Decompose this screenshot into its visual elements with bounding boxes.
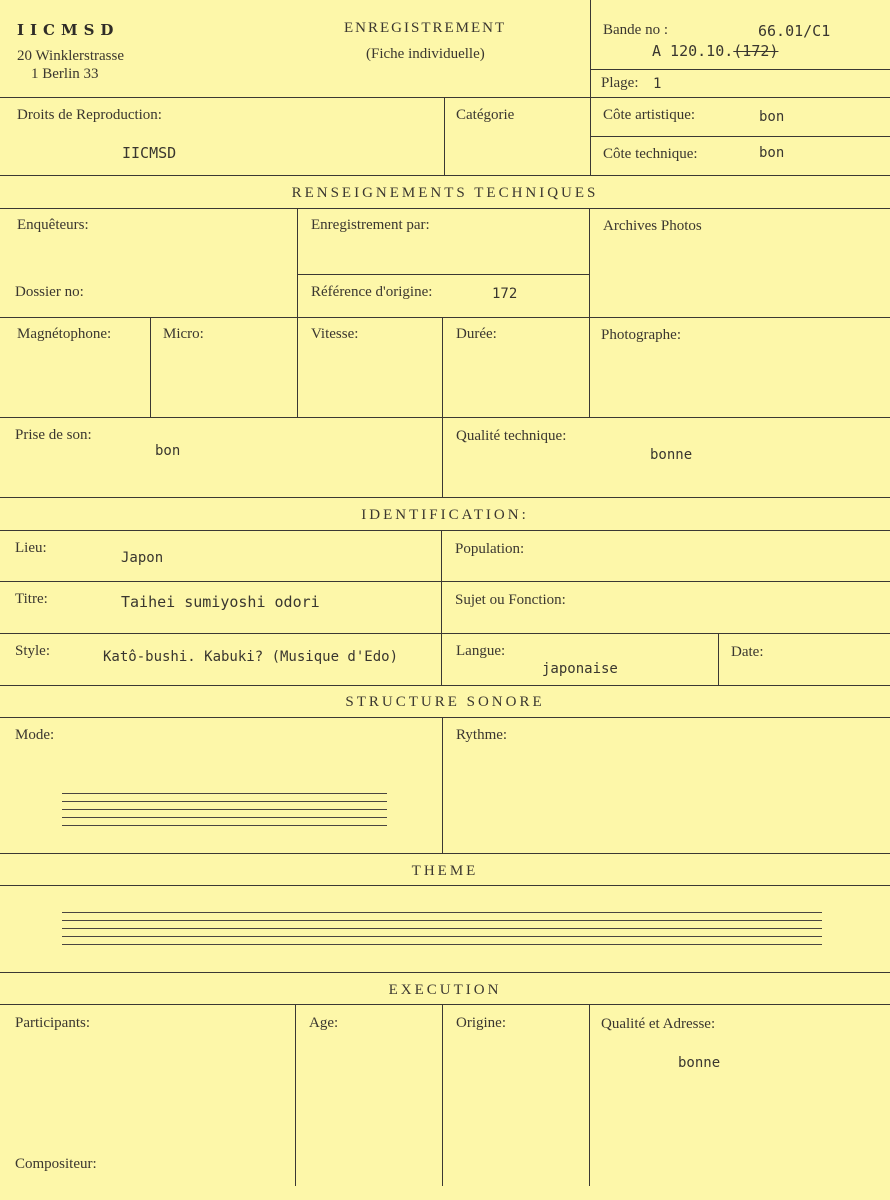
langue-label: Langue: <box>456 643 506 659</box>
section-title-theme: THEME <box>411 863 479 879</box>
dossier-label: Dossier no: <box>15 284 84 300</box>
lieu-value: Japon <box>121 550 164 566</box>
droits-value: IICMSD <box>122 144 177 162</box>
rule-titre-bottom <box>0 633 890 634</box>
plage-value: 1 <box>653 76 662 92</box>
style-value: Katô-bushi. Kabuki? (Musique d'Edo) <box>103 649 399 665</box>
bande-value: 66.01/C1 <box>758 22 831 40</box>
compositeur-label: Compositeur: <box>15 1156 97 1172</box>
plage-label: Plage: <box>601 75 639 91</box>
org-logo: IICMSD <box>17 21 120 39</box>
prise-de-son-value: bon <box>155 443 181 459</box>
reference-label: Référence d'origine: <box>311 284 433 300</box>
bande-ref-struck: (172) <box>733 42 779 60</box>
rule-tech-title-bottom <box>0 208 890 209</box>
mode-staff-line <box>62 809 387 810</box>
archives-photos-label: Archives Photos <box>603 218 702 234</box>
rule-rights-bottom <box>0 175 890 176</box>
mode-label: Mode: <box>15 727 55 743</box>
rule-struct-mid <box>442 717 443 853</box>
sujet-label: Sujet ou Fonction: <box>455 592 566 608</box>
mode-staff-line <box>62 793 387 794</box>
form-title: ENREGISTREMENT <box>344 20 507 36</box>
titre-label: Titre: <box>15 591 48 607</box>
micro-label: Micro: <box>163 326 204 342</box>
rule-tech-col4 <box>589 208 590 417</box>
section-title-identification: IDENTIFICATION: <box>361 507 529 523</box>
rule-cote-split <box>590 136 890 137</box>
rule-qualite-left <box>442 417 443 497</box>
rule-struct-bottom <box>0 853 890 854</box>
qualite-adresse-label: Qualité et Adresse: <box>601 1016 716 1032</box>
titre-value: Taihei sumiyoshi odori <box>121 593 320 611</box>
categorie-label: Catégorie <box>456 107 515 123</box>
theme-staff-line <box>62 936 822 937</box>
rule-theme-title-bottom <box>0 885 890 886</box>
cote-artistique-label: Côte artistique: <box>603 107 696 123</box>
style-label: Style: <box>15 643 51 659</box>
rule-lieu-bottom <box>0 581 890 582</box>
rule-equipment-bottom <box>0 417 890 418</box>
theme-staff-line <box>62 928 822 929</box>
vitesse-label: Vitesse: <box>311 326 359 342</box>
cote-technique-value: bon <box>759 145 785 161</box>
prise-de-son-label: Prise de son: <box>15 427 92 443</box>
qualite-technique-value: bonne <box>650 447 693 463</box>
section-title-structure: STRUCTURE SONORE <box>345 694 545 710</box>
enregistrement-par-label: Enregistrement par: <box>311 217 430 233</box>
rule-micro-left <box>150 317 151 417</box>
droits-label: Droits de Reproduction: <box>17 107 162 123</box>
rule-style-bottom <box>0 685 890 686</box>
lieu-label: Lieu: <box>15 540 47 556</box>
mode-staff-line <box>62 801 387 802</box>
origine-label: Origine: <box>456 1015 506 1031</box>
theme-staff-line <box>62 912 822 913</box>
rule-theme-bottom <box>0 972 890 973</box>
rule-exec-col3 <box>442 1004 443 1186</box>
cote-technique-label: Côte technique: <box>603 146 698 162</box>
rule-header-right <box>590 0 591 175</box>
theme-staff-line <box>62 920 822 921</box>
magnetophone-label: Magnétophone: <box>17 326 112 342</box>
rule-prise-bottom <box>0 497 890 498</box>
enqueteurs-label: Enquêteurs: <box>17 217 89 233</box>
rule-dossier-bottom <box>0 317 890 318</box>
bande-label: Bande no : <box>603 22 668 38</box>
cote-artistique-value: bon <box>759 109 785 125</box>
age-label: Age: <box>309 1015 339 1031</box>
bande-ref <box>652 44 778 59</box>
rule-enreg-split <box>297 274 589 275</box>
mode-staff-line <box>62 817 387 818</box>
population-label: Population: <box>455 541 525 557</box>
rule-exec-col2 <box>295 1004 296 1186</box>
rule-plage-top <box>590 69 890 70</box>
rule-ident-mid <box>441 530 442 685</box>
address-street: 20 Winklerstrasse <box>17 48 125 64</box>
date-label: Date: <box>731 644 764 660</box>
participants-label: Participants: <box>15 1015 90 1031</box>
langue-value: japonaise <box>542 661 618 677</box>
qualite-adresse-value: bonne <box>678 1055 721 1071</box>
rule-categorie-left <box>444 97 445 175</box>
bande-ref-number: A 120.10. <box>652 42 734 60</box>
mode-staff-line <box>62 825 387 826</box>
section-title-execution: EXECUTION <box>388 982 502 998</box>
rule-duree-left <box>442 317 443 417</box>
reference-value: 172 <box>492 286 518 302</box>
theme-staff-line <box>62 944 822 945</box>
qualite-technique-label: Qualité technique: <box>456 428 567 444</box>
rythme-label: Rythme: <box>456 727 508 743</box>
rule-struct-title-bottom <box>0 717 890 718</box>
rule-exec-title-bottom <box>0 1004 890 1005</box>
rule-exec-col4 <box>589 1004 590 1186</box>
rule-header-bottom <box>0 97 890 98</box>
rule-date-left <box>718 633 719 685</box>
form-subtitle: (Fiche individuelle) <box>366 46 485 62</box>
photographe-label: Photographe: <box>601 327 681 343</box>
rule-ident-title-bottom <box>0 530 890 531</box>
address-city: 1 Berlin 33 <box>31 66 99 82</box>
section-title-technical: RENSEIGNEMENTS TECHNIQUES <box>291 185 599 201</box>
rule-tech-col2 <box>297 208 298 417</box>
duree-label: Durée: <box>456 326 497 342</box>
